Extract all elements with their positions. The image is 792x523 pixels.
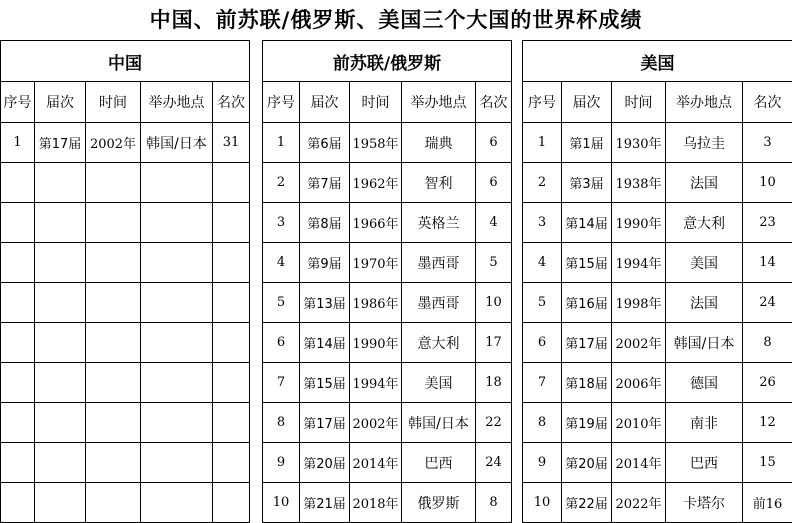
table-row [523,443,792,483]
page-title: 中国、前苏联/俄罗斯、美国三个大国的世界杯成绩 [0,0,792,40]
year-cell [86,483,141,523]
host-cell: 美国 [666,243,743,283]
year-cell: 1994年 [612,243,666,283]
edition-cell: 第14届 [300,323,350,363]
year-cell: 2018年 [350,483,402,523]
host-cell: 俄罗斯 [402,483,476,523]
host-cell [141,283,213,323]
rank-cell [213,483,250,523]
table-caption-row [1,41,250,82]
rank-cell [213,283,250,323]
edition-cell [35,323,86,363]
table-usa [522,40,792,523]
index-cell: 10 [523,483,562,523]
table-row [523,163,792,203]
table-row [1,203,250,243]
index-cell [1,363,35,403]
table-row [523,243,792,283]
year-cell: 1998年 [612,283,666,323]
rank-cell [213,163,250,203]
rank-cell [213,403,250,443]
year-cell: 1990年 [612,203,666,243]
table-ussr-russia [262,40,512,523]
edition-cell [35,403,86,443]
table-header-row [263,82,512,123]
index-cell: 6 [263,323,300,363]
index-cell: 10 [263,483,300,523]
rank-cell [213,243,250,283]
host-cell [141,363,213,403]
edition-cell: 第17届 [300,403,350,443]
rank-cell: 6 [476,123,512,163]
year-cell: 1970年 [350,243,402,283]
rank-cell: 5 [476,243,512,283]
table-row [263,483,512,523]
edition-cell [35,163,86,203]
index-cell: 8 [263,403,300,443]
host-cell: 美国 [402,363,476,403]
table-row [263,243,512,283]
index-cell [1,283,35,323]
host-cell: 巴西 [666,443,743,483]
year-cell [86,323,141,363]
edition-cell: 第15届 [562,243,612,283]
table-row [523,323,792,363]
rank-cell: 31 [213,123,250,163]
index-cell: 9 [523,443,562,483]
edition-cell [35,243,86,283]
edition-cell [35,283,86,323]
table-header-row [1,82,250,123]
table-row [523,403,792,443]
column-header: 时间 [86,82,141,123]
year-cell: 2022年 [612,483,666,523]
rank-cell: 22 [476,403,512,443]
column-header: 时间 [612,82,666,123]
rank-cell: 24 [743,283,792,323]
year-cell: 2014年 [612,443,666,483]
index-cell: 4 [523,243,562,283]
host-cell: 瑞典 [402,123,476,163]
index-cell: 2 [523,163,562,203]
index-cell: 5 [263,283,300,323]
index-cell: 4 [263,243,300,283]
edition-cell: 第9届 [300,243,350,283]
edition-cell: 第19届 [562,403,612,443]
column-header: 届次 [562,82,612,123]
table-row [263,123,512,163]
host-cell: 南非 [666,403,743,443]
rank-cell: 12 [743,403,792,443]
index-cell [1,483,35,523]
column-header: 名次 [213,82,250,123]
year-cell: 1986年 [350,283,402,323]
host-cell: 墨西哥 [402,283,476,323]
column-header: 举办地点 [141,82,213,123]
table-title: 美国 [523,41,792,82]
host-cell: 巴西 [402,443,476,483]
host-cell [141,323,213,363]
index-cell [1,323,35,363]
rank-cell: 24 [476,443,512,483]
host-cell: 法国 [666,283,743,323]
host-cell: 韩国/日本 [402,403,476,443]
index-cell: 6 [523,323,562,363]
year-cell: 1938年 [612,163,666,203]
host-cell: 智利 [402,163,476,203]
year-cell: 2006年 [612,363,666,403]
year-cell: 1994年 [350,363,402,403]
table-row [1,283,250,323]
table-row [263,323,512,363]
column-header: 序号 [523,82,562,123]
rank-cell: 10 [743,163,792,203]
year-cell: 2014年 [350,443,402,483]
host-cell: 德国 [666,363,743,403]
year-cell: 2002年 [612,323,666,363]
edition-cell: 第18届 [562,363,612,403]
table-row [1,403,250,443]
column-header: 举办地点 [402,82,476,123]
host-cell [141,483,213,523]
host-cell [141,203,213,243]
edition-cell: 第20届 [562,443,612,483]
index-cell: 7 [523,363,562,403]
table-row [1,123,250,163]
host-cell: 韩国/日本 [141,123,213,163]
index-cell [1,403,35,443]
table-row [1,163,250,203]
host-cell: 乌拉圭 [666,123,743,163]
rank-cell: 10 [476,283,512,323]
rank-cell: 3 [743,123,792,163]
index-cell: 1 [523,123,562,163]
host-cell: 意大利 [666,203,743,243]
index-cell [1,443,35,483]
edition-cell: 第17届 [562,323,612,363]
table-title: 前苏联/俄罗斯 [263,41,512,82]
column-header: 届次 [300,82,350,123]
edition-cell [35,443,86,483]
index-cell: 7 [263,363,300,403]
table-header-row [523,82,792,123]
edition-cell: 第8届 [300,203,350,243]
rank-cell: 前16 [743,483,792,523]
table-row [1,363,250,403]
table-row [1,483,250,523]
year-cell [86,443,141,483]
year-cell: 2002年 [350,403,402,443]
edition-cell [35,483,86,523]
index-cell: 3 [523,203,562,243]
rank-cell: 18 [476,363,512,403]
index-cell: 3 [263,203,300,243]
table-row [523,123,792,163]
year-cell: 1966年 [350,203,402,243]
rank-cell: 4 [476,203,512,243]
index-cell: 9 [263,443,300,483]
index-cell: 5 [523,283,562,323]
rank-cell: 8 [476,483,512,523]
index-cell [1,163,35,203]
table-caption-row [263,41,512,82]
rank-cell [213,363,250,403]
rank-cell: 26 [743,363,792,403]
year-cell: 2002年 [86,123,141,163]
edition-cell: 第13届 [300,283,350,323]
edition-cell [35,203,86,243]
host-cell: 法国 [666,163,743,203]
year-cell [86,163,141,203]
table-row [1,243,250,283]
host-cell: 意大利 [402,323,476,363]
table-china [0,40,250,523]
rank-cell [213,203,250,243]
index-cell: 8 [523,403,562,443]
edition-cell: 第3届 [562,163,612,203]
index-cell: 1 [263,123,300,163]
index-cell [1,243,35,283]
rank-cell: 23 [743,203,792,243]
host-cell: 韩国/日本 [666,323,743,363]
index-cell: 1 [1,123,35,163]
year-cell: 1930年 [612,123,666,163]
table-title: 中国 [1,41,250,82]
year-cell [86,283,141,323]
host-cell: 墨西哥 [402,243,476,283]
column-header: 名次 [743,82,792,123]
rank-cell: 17 [476,323,512,363]
index-cell [1,203,35,243]
year-cell: 1990年 [350,323,402,363]
edition-cell: 第6届 [300,123,350,163]
edition-cell: 第1届 [562,123,612,163]
host-cell: 卡塔尔 [666,483,743,523]
edition-cell: 第20届 [300,443,350,483]
column-header: 序号 [1,82,35,123]
year-cell [86,203,141,243]
column-header: 时间 [350,82,402,123]
table-row [1,443,250,483]
column-header: 届次 [35,82,86,123]
edition-cell: 第14届 [562,203,612,243]
table-row [523,283,792,323]
table-row [263,283,512,323]
table-row [263,203,512,243]
edition-cell: 第21届 [300,483,350,523]
edition-cell: 第17届 [35,123,86,163]
year-cell [86,243,141,283]
table-row [523,363,792,403]
edition-cell: 第16届 [562,283,612,323]
rank-cell: 6 [476,163,512,203]
table-row [1,323,250,363]
rank-cell: 8 [743,323,792,363]
table-row [523,483,792,523]
rank-cell [213,443,250,483]
column-header: 名次 [476,82,512,123]
rank-cell: 15 [743,443,792,483]
table-row [263,163,512,203]
table-row [263,443,512,483]
year-cell: 2010年 [612,403,666,443]
host-cell: 英格兰 [402,203,476,243]
year-cell: 1962年 [350,163,402,203]
edition-cell: 第15届 [300,363,350,403]
column-header: 序号 [263,82,300,123]
column-header: 举办地点 [666,82,743,123]
table-row [263,403,512,443]
edition-cell: 第7届 [300,163,350,203]
edition-cell [35,363,86,403]
table-row [523,203,792,243]
year-cell: 1958年 [350,123,402,163]
year-cell [86,403,141,443]
edition-cell: 第22届 [562,483,612,523]
table-caption-row [523,41,792,82]
rank-cell: 14 [743,243,792,283]
index-cell: 2 [263,163,300,203]
host-cell [141,243,213,283]
rank-cell [213,323,250,363]
host-cell [141,403,213,443]
host-cell [141,443,213,483]
table-row [263,363,512,403]
host-cell [141,163,213,203]
year-cell [86,363,141,403]
